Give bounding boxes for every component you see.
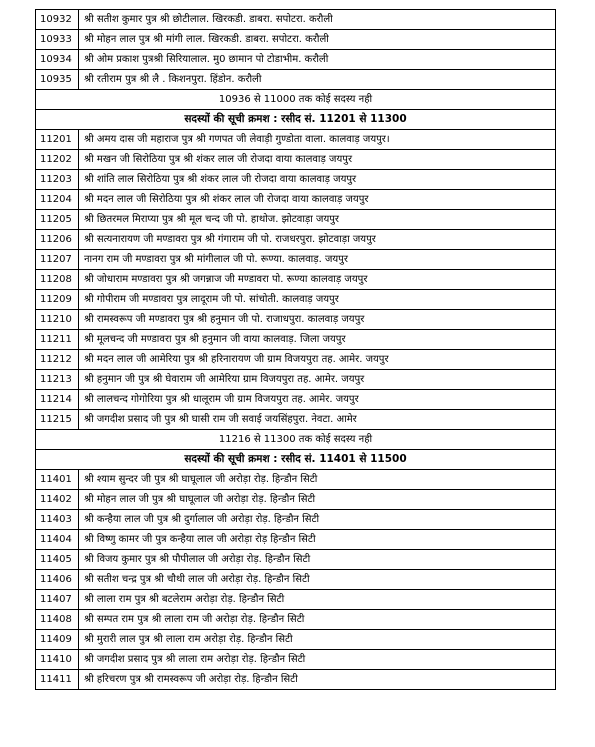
table-row	[36, 350, 556, 370]
table-row	[36, 250, 556, 270]
member-details: श्री सत्यनारायण जी मण्डावरा पुत्र श्री गंगाराम जी पो. राजधरपुरा. झोटवाड़ा जयपुर	[79, 230, 556, 250]
receipt-number: 11214	[36, 390, 79, 410]
member-details: श्री जगदीश प्रसाद जी पुत्र श्री घासी राम जी सवाई जयसिंहपुरा. नेवटा. आमेर	[79, 410, 556, 430]
receipt-number: 10933	[36, 30, 79, 50]
receipt-number: 11204	[36, 190, 79, 210]
receipt-number: 11402	[36, 490, 79, 510]
table-row	[36, 390, 556, 410]
table-row	[36, 490, 556, 510]
member-details: श्री लाला राम पुत्र श्री बटलेराम अरोड़ा रोड़. हिन्डौन सिटी	[79, 590, 556, 610]
member-details: श्री श्याम सुन्दर जी पुत्र श्री घाघूलाल जी अरोड़ा रोड़. हिन्डौन सिटी	[79, 470, 556, 490]
section-heading: सदस्यों की सूची क्रमश : रसीद सं. 11401 से 11500	[36, 450, 556, 470]
table-row	[36, 290, 556, 310]
member-details: श्री सम्पत राम पुत्र श्री लाला राम जी अरोड़ा रोड़. हिन्डौन सिटी	[79, 610, 556, 630]
member-details: श्री लालचन्द गोगोरिया पुत्र श्री धालूराम जी ग्राम विजयपुरा तह. आमेर. जयपुर	[79, 390, 556, 410]
member-details: श्री मदन लाल जी आमेरिया पुत्र श्री हरिनारायण जी ग्राम विजयपुरा तह. आमेर. जयपुर	[79, 350, 556, 370]
member-details: श्री मदन लाल जी सिरोठिया पुत्र श्री शंकर लाल जी रोजदा वाया कालवाड़ जयपुर	[79, 190, 556, 210]
receipt-number: 11212	[36, 350, 79, 370]
receipt-number: 11201	[36, 130, 79, 150]
table-row	[36, 150, 556, 170]
member-details: श्री मखन जी सिरोठिया पुत्र श्री शंकर लाल जी रोजदा वाया कालवाड़ जयपुर	[79, 150, 556, 170]
member-details: श्री सतीश चन्द्र पुत्र श्री चौथी लाल जी अरोड़ा रोड़. हिन्डौन सिटी	[79, 570, 556, 590]
table-row	[36, 210, 556, 230]
receipt-number: 11207	[36, 250, 79, 270]
table-row	[36, 130, 556, 150]
range-note: 10936 से 11000 तक कोई सदस्य नही	[36, 90, 556, 110]
section-heading: सदस्यों की सूची क्रमश : रसीद सं. 11201 से 11300	[36, 110, 556, 130]
receipt-number: 11215	[36, 410, 79, 430]
table-row	[36, 570, 556, 590]
member-table	[35, 9, 556, 690]
receipt-number: 11211	[36, 330, 79, 350]
member-list-page	[35, 9, 556, 690]
member-details: नानग राम जी मण्डावरा पुत्र श्री मांगीलाल जी पो. रूण्या. कालवाड़. जयपुर	[79, 250, 556, 270]
table-row	[36, 190, 556, 210]
section-heading-row	[36, 450, 556, 470]
table-row	[36, 30, 556, 50]
member-details: श्री हरिचरण पुत्र श्री रामस्वरूप जी अरोड़ा रोड़. हिन्डौन सिटी	[79, 670, 556, 690]
receipt-number: 10932	[36, 10, 79, 30]
table-row	[36, 510, 556, 530]
member-details: श्री अमय दास जी महाराज पुत्र श्री गणपत जी लेवाड़ी गुण्डोता वाला. कालवाड़ जयपुर।	[79, 130, 556, 150]
receipt-number: 11408	[36, 610, 79, 630]
member-details: श्री कन्हैया लाल जी पुत्र श्री दुर्गालाल जी अरोड़ा रोड़. हिन्डौन सिटी	[79, 510, 556, 530]
member-details: श्री सतीश कुमार पुत्र श्री छोटीलाल. खिरकडी. डाबरा. सपोटरा. करौली	[79, 10, 556, 30]
member-details: श्री मोहन लाल पुत्र श्री मांगी लाल. खिरकडी. डाबरा. सपोटरा. करौली	[79, 30, 556, 50]
receipt-number: 11401	[36, 470, 79, 490]
table-row	[36, 270, 556, 290]
member-details: श्री गोपीराम जी मण्डावरा पुत्र लादूराम जी पो. सांचोती. कालवाड़ जयपुर	[79, 290, 556, 310]
receipt-number: 11206	[36, 230, 79, 250]
receipt-number: 11405	[36, 550, 79, 570]
member-details: श्री हनुमान जी पुत्र श्री घेवाराम जी आमेरिया ग्राम विजयपुरा तह. आमेर. जयपुर	[79, 370, 556, 390]
table-row	[36, 50, 556, 70]
receipt-number: 11407	[36, 590, 79, 610]
receipt-number: 10935	[36, 70, 79, 90]
table-row	[36, 650, 556, 670]
receipt-number: 11210	[36, 310, 79, 330]
table-row	[36, 410, 556, 430]
member-details: श्री जोधाराम मण्डावरा पुत्र श्री जगन्नाज जी मण्डावरा पो. रूण्या कालवाड़ जयपुर	[79, 270, 556, 290]
receipt-number: 11411	[36, 670, 79, 690]
member-details: श्री शांति लाल सिरोठिया पुत्र श्री शंकर लाल जी रोजदा वाया कालवाड़ जयपुर	[79, 170, 556, 190]
member-table-body	[36, 10, 556, 690]
receipt-number: 11202	[36, 150, 79, 170]
table-row	[36, 310, 556, 330]
receipt-number: 11403	[36, 510, 79, 530]
table-row	[36, 550, 556, 570]
member-details: श्री मोहन लाल जी पुत्र श्री घाघूलाल जी अरोड़ा रोड़. हिन्डौन सिटी	[79, 490, 556, 510]
table-row	[36, 370, 556, 390]
member-details: श्री रामस्वरूप जी मण्डावरा पुत्र श्री हनुमान जी पो. राजाधपुरा. कालवाड़ जयपुर	[79, 310, 556, 330]
receipt-number: 11208	[36, 270, 79, 290]
member-details: श्री रतीराम पुत्र श्री लै . किशनपुरा. हिंडोन. करौली	[79, 70, 556, 90]
receipt-number: 11203	[36, 170, 79, 190]
receipt-number: 11205	[36, 210, 79, 230]
section-heading-row	[36, 110, 556, 130]
receipt-number: 11209	[36, 290, 79, 310]
table-row	[36, 230, 556, 250]
receipt-number: 11404	[36, 530, 79, 550]
table-row	[36, 590, 556, 610]
table-row	[36, 630, 556, 650]
table-row	[36, 10, 556, 30]
receipt-number: 11406	[36, 570, 79, 590]
member-details: श्री विष्णु कामर जी पुत्र कन्हैया लाल जी अरोड़ा रोड़ हिन्डौन सिटी	[79, 530, 556, 550]
member-details: श्री विजय कुमार पुत्र श्री पौपीलाल जी अरोड़ा रोड़. हिन्डौन सिटी	[79, 550, 556, 570]
range-note: 11216 से 11300 तक कोई सदस्य नही	[36, 430, 556, 450]
member-details: श्री मुरारी लाल पुत्र श्री लाला राम अरोड़ा रोड़. हिन्डौन सिटी	[79, 630, 556, 650]
table-row	[36, 670, 556, 690]
member-details: श्री छितरमल मिराप्या पुत्र श्री मूल चन्द जी पो. हाथोज. झोटवाड़ा जयपुर	[79, 210, 556, 230]
note-row	[36, 90, 556, 110]
table-row	[36, 610, 556, 630]
receipt-number: 11410	[36, 650, 79, 670]
receipt-number: 11409	[36, 630, 79, 650]
table-row	[36, 170, 556, 190]
receipt-number: 10934	[36, 50, 79, 70]
table-row	[36, 530, 556, 550]
table-row	[36, 330, 556, 350]
member-details: श्री मूलचन्द जी मण्डावरा पुत्र श्री हनुमान जी वाया कालवाड़. जिला जयपुर	[79, 330, 556, 350]
receipt-number: 11213	[36, 370, 79, 390]
table-row	[36, 470, 556, 490]
member-details: श्री जगदीश प्रसाद पुत्र श्री लाला राम अरोड़ा रोड़. हिन्डौन सिटी	[79, 650, 556, 670]
table-row	[36, 70, 556, 90]
note-row	[36, 430, 556, 450]
member-details: श्री ओम प्रकाश पुत्रश्री सिरियालाल. मु0 छामान पो टोडाभीम. करौली	[79, 50, 556, 70]
